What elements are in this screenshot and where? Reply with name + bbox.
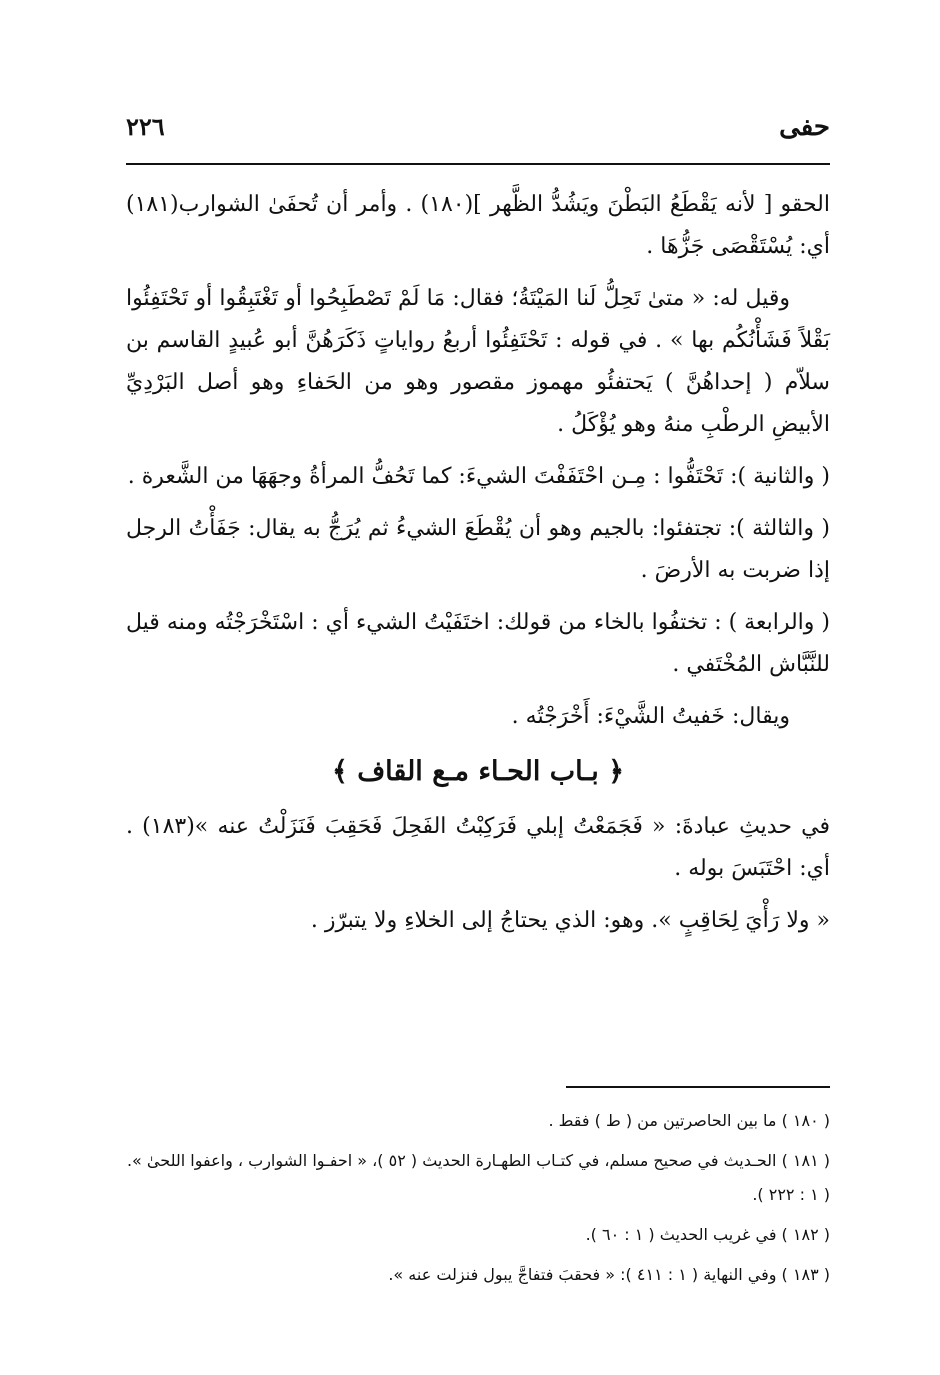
paragraph-5: ( والرابعة ) : تختفُوا بالخاء من قولك: اختَفَيْتُ الشيء أي : اسْتَخْرَجْتُه ومنه قيل للنَّبَّاش المُخْتَفي . [126, 610, 830, 677]
section-heading: ﴿ بـاب الحـاء مـع القاف ﴾ [331, 756, 625, 787]
paragraph-6: ويقال: خَفيتُ الشَّيْءَ: أَخْرَجْتُه . [511, 704, 790, 729]
running-head: حفى [779, 112, 830, 142]
footnote-183: ( ١٨٣ ) وفي النهاية ( ١ : ٤١١ ): « فحقبَ فتفاجَّ يبول فنزلت عنه ». [388, 1265, 830, 1284]
header-rule [126, 163, 830, 165]
page-header [126, 112, 830, 156]
footnotes [126, 1104, 830, 1298]
paragraph-4: ( والثالثة ): تجتفئوا: بالجيم وهو أن يُقْطَعَ الشيءُ ثم يُرَجُّ به يقال: جَفَأْتُ الرجل إذا ضربت به الأرضَ . [126, 516, 830, 583]
footnote-180: ( ١٨٠ ) ما بين الحاصرتين من ( ط ) فقط . [548, 1111, 830, 1130]
footnote-181: ( ١٨١ ) الحـديث في صحيح مسلم، في كتـاب الطهـارة الحديث ( ٥٢ )، « احفـوا الشوارب ، واعفوا اللحىٰ ». ( ١ : ٢٢٢ ). [126, 1151, 830, 1204]
footnote-182: ( ١٨٢ ) في غريب الحديث ( ١ : ٦٠ ). [585, 1225, 830, 1244]
paragraph-3: ( والثانية ): تَحْتَفُّوا : مِـن احْتَفَفْتَ الشيءَ: كما تَحُفُّ المرأةُ وجهَهَا من الشَّعرة . [127, 464, 830, 489]
paragraph-8: « ولا رَأْيَ لِحَاقِبٍ ». وهو: الذي يحتاجُ إلى الخلاءِ ولا يتبرّز . [310, 908, 830, 933]
paragraph-1: الحقو [ لأنه يَقْطَعُ البَطْنَ ويَشُدُّ الظَّهر ](١٨٠) . وأمر أن تُحفَىٰ الشوارب(١٨١) أي: يُسْتَقْصَى جَزُّهَا . [126, 192, 830, 259]
paragraph-2: وقيل له: « متىٰ تَحِلُّ لَنا المَيْتَةُ؛ فقال: مَا لَمْ تَصْطَبِحُوا أو تَغْتَبِقُوا أو تَحْتَفِئُوا بَقْلاً فَشَأْنُكُم بها » . في قوله : تَحْتَفِئُوا أربعُ رواياتٍ ذَكَرَهُنَّ أبو عُبيدٍ القاسم بن سلاّم ( إحداهُنَّ ) يَحتفئُو مهموز مقصور وهو من الحَفاءِ وهو أصل البَرْدِيِّ الأبيضِ الرطْبِ منهُ وهو يُؤْكَلُ . [126, 286, 830, 437]
paragraph-7: في حديثِ عبادةَ: « فَجَمَعْتُ إبلي فَرَكِبْتُ الفَحِلَ فَحَقِبَ فَنَزَلْتُ عنه »(١٨٣) . أي: احْتَبَسَ بوله . [126, 814, 830, 881]
footnote-rule [566, 1086, 830, 1088]
page-number: ٢٢٦ [126, 112, 165, 141]
main-text [126, 184, 830, 952]
